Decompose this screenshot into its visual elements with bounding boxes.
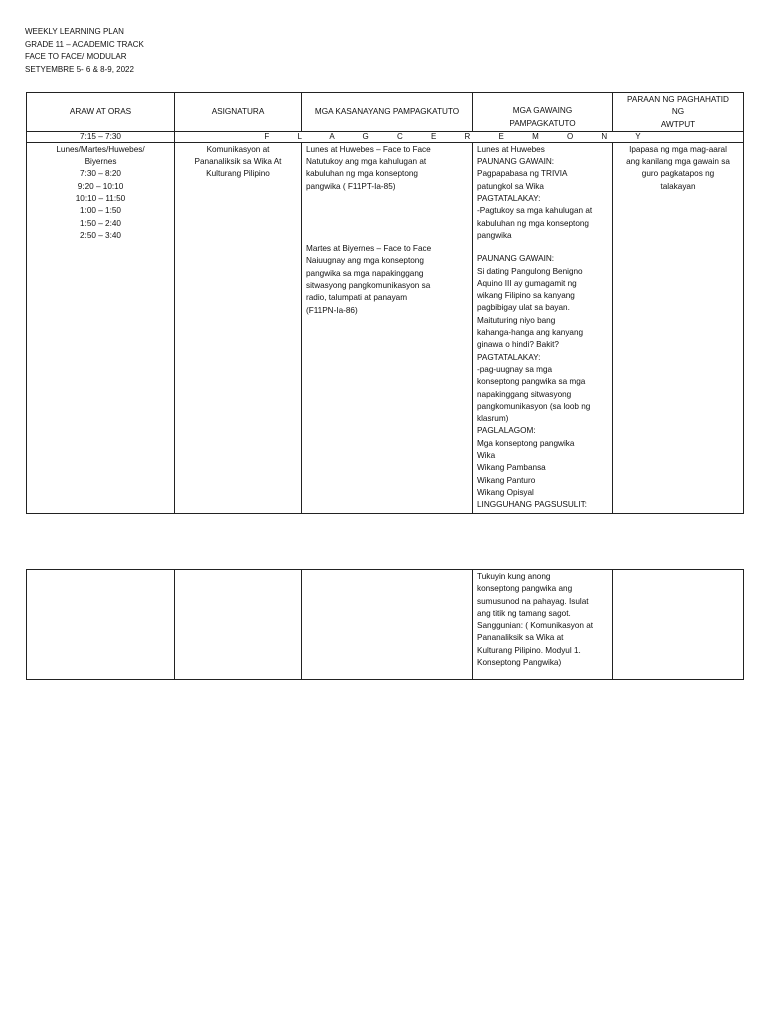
- time-slot: 10:10 – 11:50: [75, 194, 126, 204]
- days-label: Lunes/Martes/Huwebes/ Biyernes: [56, 144, 145, 167]
- header-kasanayang-pampagkatuto: MGA KASANAYANG PAMPAGKATUTO: [302, 93, 473, 132]
- skills-tuesday-friday: Martes at Biyernes – Face to Face Naiuugnay ang mga konseptong pangwika sa mga napakinggang sitwasyong pangkomunikasyon sa radio, talumpati at panayam (F11PN-Ia-86): [306, 244, 432, 315]
- empty-cell: [613, 570, 744, 680]
- time-slot: 9:20 – 10:10: [77, 181, 124, 191]
- plan-title: WEEKLY LEARNING PLAN: [25, 27, 124, 36]
- activities-continuation: Tukuyin kung anong konseptong pangwika ang sumusunod na pahayag. Isulat ang titik ng tamang sagot. Sanggunian: ( Komunikasyon at Pananaliksik sa Wika at Kulturang Pilipino. Modyul 1. Konseptong Pangwika): [473, 570, 613, 680]
- activities-monday-thursday: Lunes at Huwebes PAUNANG GAWAIN: Pagpapabasa ng TRIVIA patungkol sa Wika PAGTATALAKAY: -Pagtukoy sa mga kahulugan at kabuluhan ng mga konseptong pangwika: [477, 144, 593, 240]
- output-cell: Ipapasa ng mga mag-aaral ang kanilang mga gawain sa guro pagkatapos ng talakayan: [613, 142, 744, 513]
- flag-ceremony-label: F L A G C E R E M O N Y: [175, 131, 744, 142]
- days-and-times-cell: [27, 142, 175, 513]
- header-araw-at-oras: ARAW AT ORAS: [27, 93, 175, 132]
- delivery-mode: FACE TO FACE/ MODULAR: [25, 52, 127, 61]
- empty-cell: [27, 570, 175, 680]
- subject-cell: Komunikasyon at Pananaliksik sa Wika At Kulturang Pilipino: [175, 142, 302, 513]
- learning-plan-table: [26, 92, 744, 514]
- table-row: [27, 142, 744, 513]
- activities-cell: [473, 142, 613, 513]
- table-row: [27, 570, 744, 680]
- document-header: [25, 26, 144, 76]
- grade-track: GRADE 11 – ACADEMIC TRACK: [25, 39, 144, 49]
- flag-time: 7:15 – 7:30: [27, 131, 175, 142]
- table-header-row: [27, 93, 744, 132]
- time-slot: 7:30 – 8:20: [80, 169, 121, 179]
- activities-tuesday-friday: PAUNANG GAWAIN: Si dating Pangulong Benigno Aquino III ay gumagamit ng wikang Filipino sa kanyang pagbibigay ulat sa bayan. Maituturing niyo bang kahanga-hanga ang kanyang ginawa o hindi? Bakit? PAGTATALAKAY: -pag-uugnay sa mga konseptong pangwika sa mga napakinggang sitwasyong pangkomunikasyon (sa loob ng klasrum) PAGLALAGOM: Mga konseptong pangwika Wika Wikang Pambansa Wikang Panturo Wikang Opisyal LINGGUHANG PAGSUSULIT:: [477, 254, 591, 510]
- empty-cell: [175, 570, 302, 680]
- header-gawaing-pampagkatuto: MGA GAWAING PAMPAGKATUTO: [473, 93, 613, 132]
- date-range: SETYEMBRE 5- 6 & 8-9, 2022: [25, 64, 134, 74]
- time-slot: 2:50 – 3:40: [80, 230, 121, 240]
- time-slot: 1:50 – 2:40: [80, 218, 121, 228]
- skills-monday-thursday: Lunes at Huwebes – Face to Face Natutukoy ang mga kahulugan at kabuluhan ng mga konseptong pangwika ( F11PT-Ia-85): [306, 144, 431, 191]
- time-slot: 1:00 – 1:50: [80, 206, 121, 216]
- header-paraan-ng-paghahatid: PARAAN NG PAGHAHATID NG AWTPUT: [613, 93, 744, 132]
- header-asignatura: ASIGNATURA: [175, 93, 302, 132]
- flag-ceremony-row: [27, 131, 744, 142]
- skills-cell: [302, 142, 473, 513]
- empty-cell: [302, 570, 473, 680]
- learning-plan-table-continued: [26, 569, 744, 680]
